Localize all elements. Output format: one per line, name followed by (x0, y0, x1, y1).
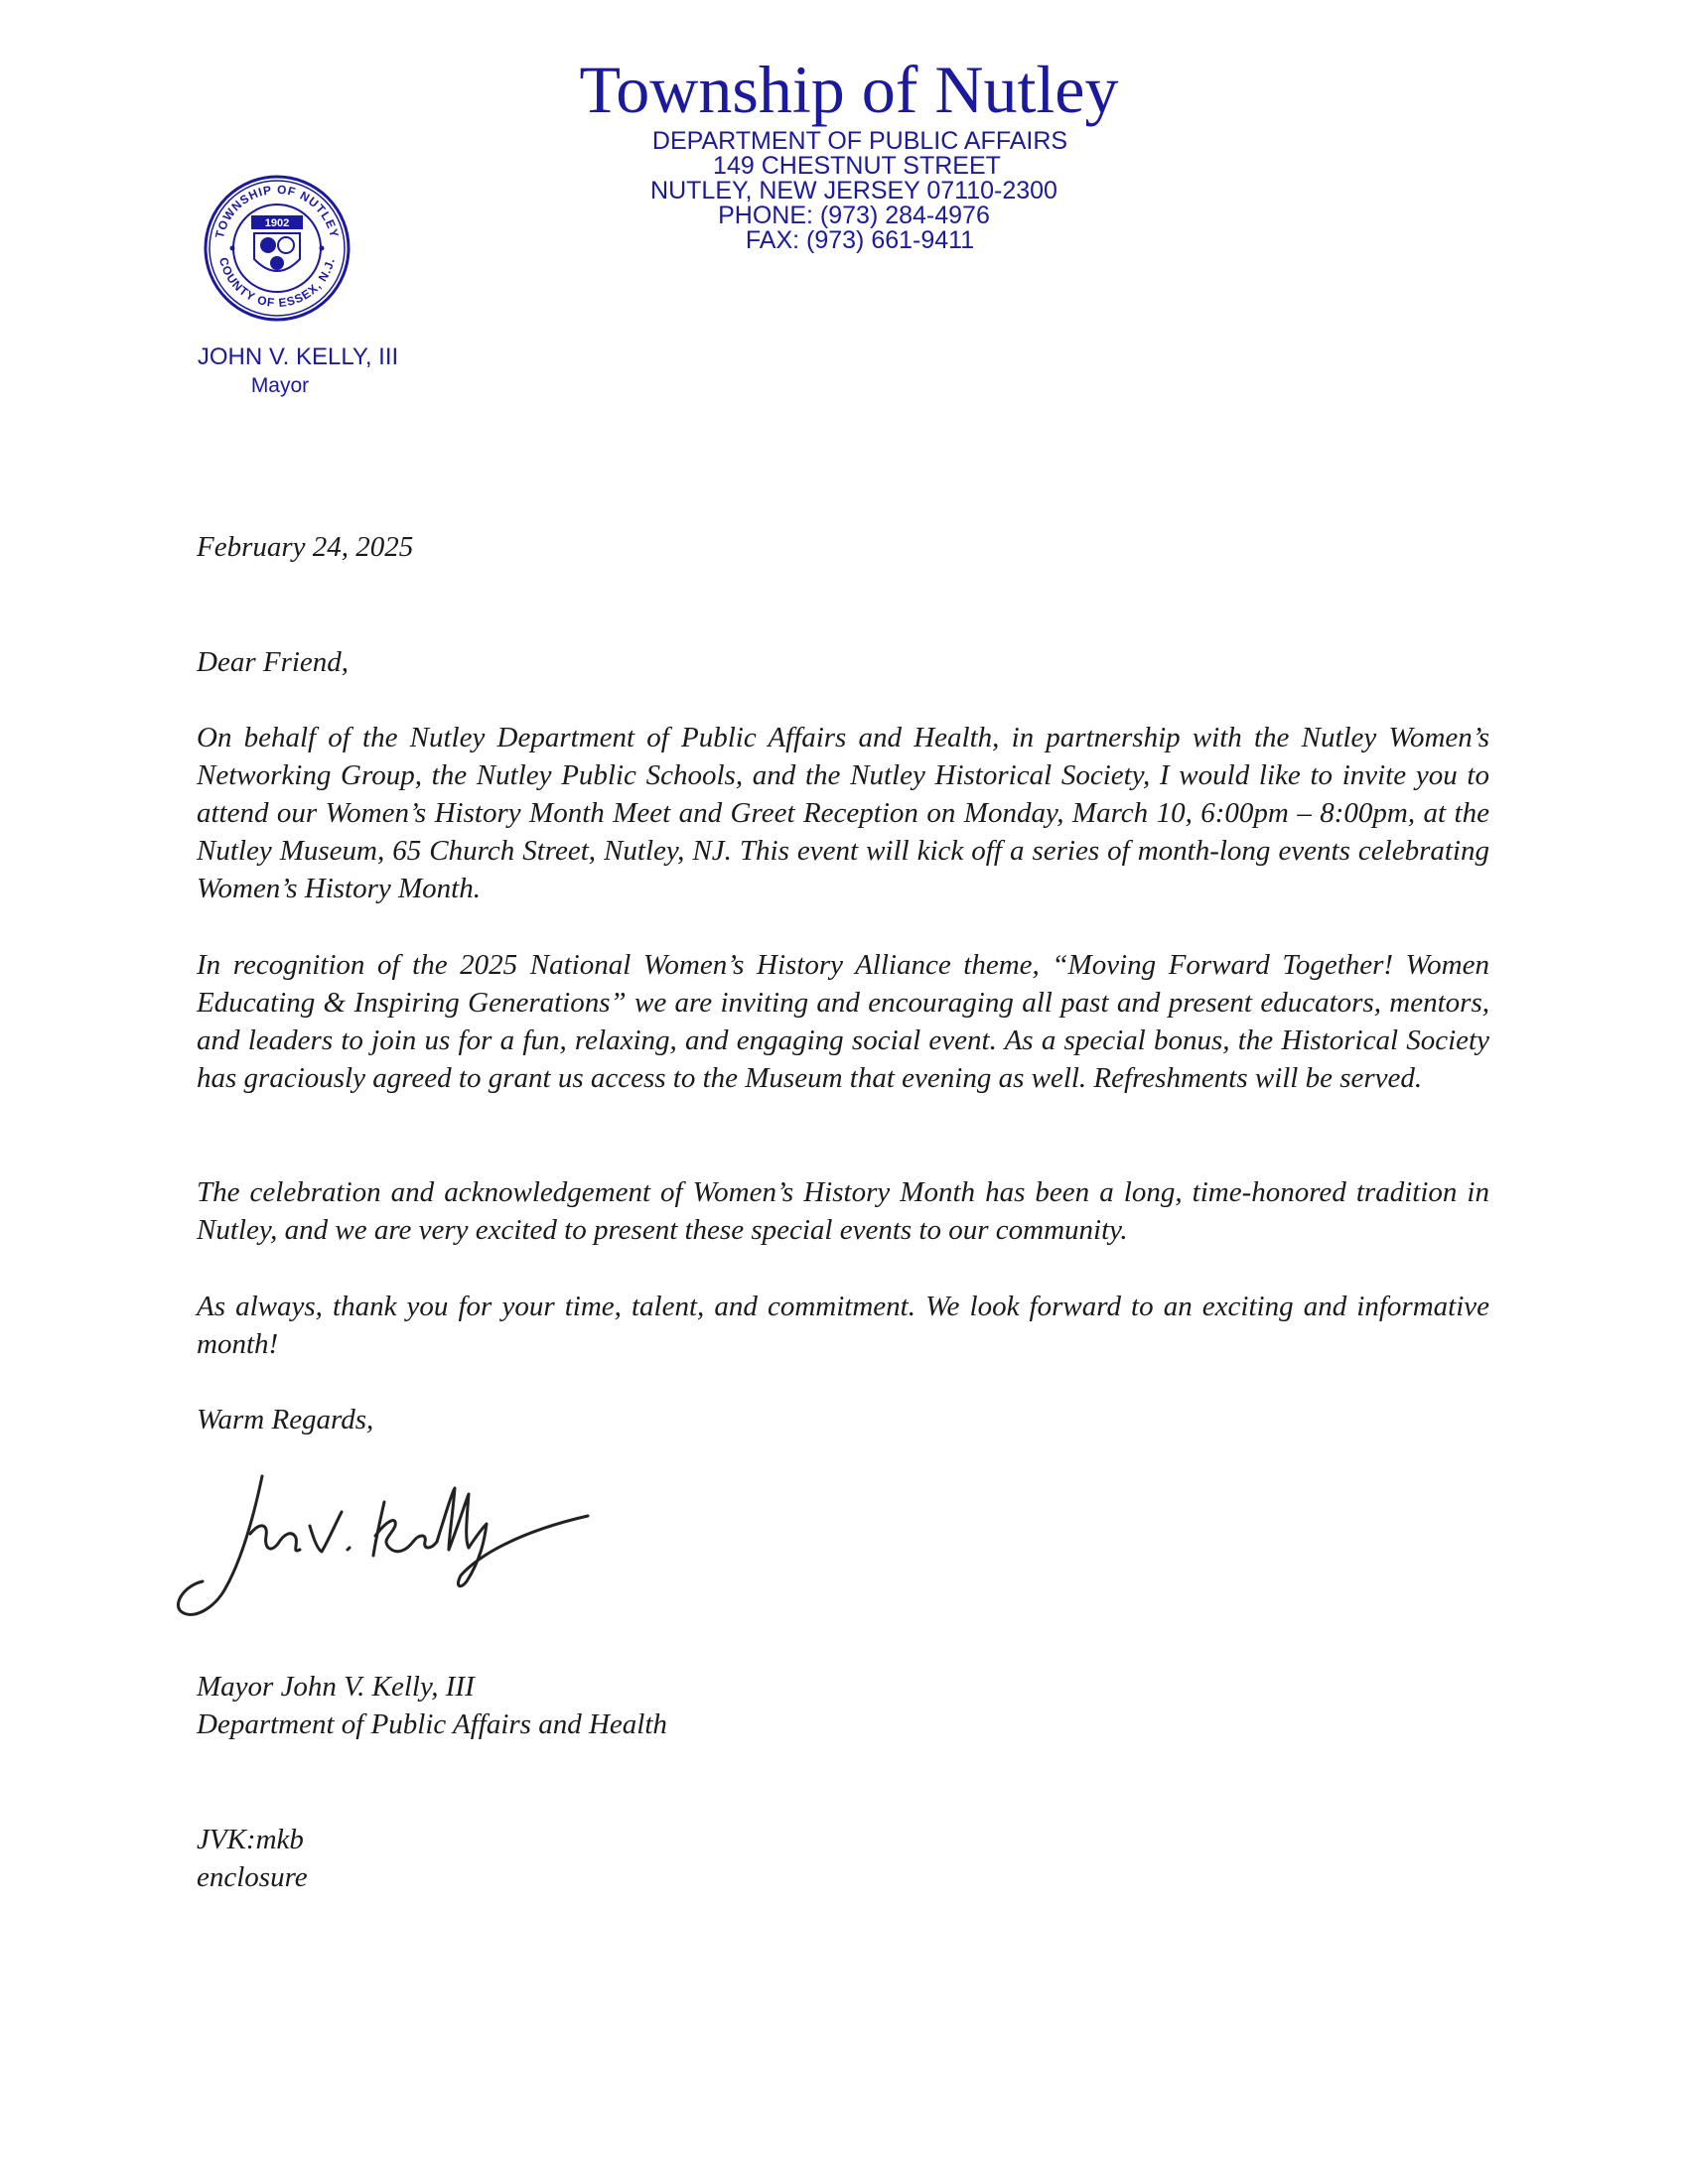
enclosure-note: enclosure (197, 1861, 308, 1893)
letter-paragraph: As always, thank you for your time, talent, and commitment. We look forward to an exciting and informative month! (197, 1291, 1489, 1360)
letter-closing: Warm Regards, (197, 1404, 374, 1435)
mayor-title: Mayor (250, 374, 310, 397)
letterhead-phone: PHONE: (973) 284-4976 (718, 202, 990, 229)
signer-department: Department of Public Affairs and Health (197, 1708, 667, 1740)
letterhead-street: 149 CHESTNUT STREET (713, 152, 1001, 180)
letter-paragraph: The celebration and acknowledgement of Women’s History Month has been a long, time-honored tradition in Nutley, and we are very excited to present these special events to our community. (197, 1176, 1489, 1246)
letterhead-title: Township of Nutley (579, 52, 1119, 127)
letterhead-department: DEPARTMENT OF PUBLIC AFFAIRS (651, 127, 1068, 155)
seal-top-text: TOWNSHIP OF NUTLEY (211, 182, 343, 240)
letter-paragraph: On behalf of the Nutley Department of Public Affairs and Health, in partnership with the Nutley Women’s Networking Group, the Nutley Public Schools, and the Nutley Historical Society, I would like to invite you to attend our Women’s History Month Meet and Greet Reception on Monday, March 10, 6:00pm – 8:00pm, at the Nutley Museum, 65 Church Street, Nutley, NJ. This event will kick off a series of month-long events celebrating Women’s History Month. (197, 722, 1489, 904)
letter-paragraph: In recognition of the 2025 National Women’s History Alliance theme, “Moving Forward Together! Women Educating & Inspiring Generations” we are inviting and encouraging all past and present educators, mentors, and leaders to join us for a fun, relaxing, and engaging social event. As a special bonus, the Historical Society has graciously agreed to grant us access to the Museum that evening as well. Refreshments will be served. (197, 949, 1489, 1094)
letterhead-address-block (556, 129, 1152, 253)
mayor-name: JOHN V. KELLY, III (197, 343, 399, 370)
handwritten-signature (171, 1464, 598, 1623)
reference-initials: JVK:mkb (197, 1824, 304, 1855)
township-seal-icon (203, 174, 352, 323)
seal-year: 1902 (264, 217, 290, 229)
letterhead-city: NUTLEY, NEW JERSEY 07110-2300 (650, 177, 1057, 205)
letter-salutation: Dear Friend, (197, 646, 350, 678)
letter-date: February 24, 2025 (197, 531, 414, 563)
letterhead-fax: FAX: (973) 661-9411 (745, 226, 975, 254)
seal-bottom-text: COUNTY OF ESSEX, N.J. (215, 255, 339, 311)
signer-name: Mayor John V. Kelly, III (197, 1671, 475, 1703)
